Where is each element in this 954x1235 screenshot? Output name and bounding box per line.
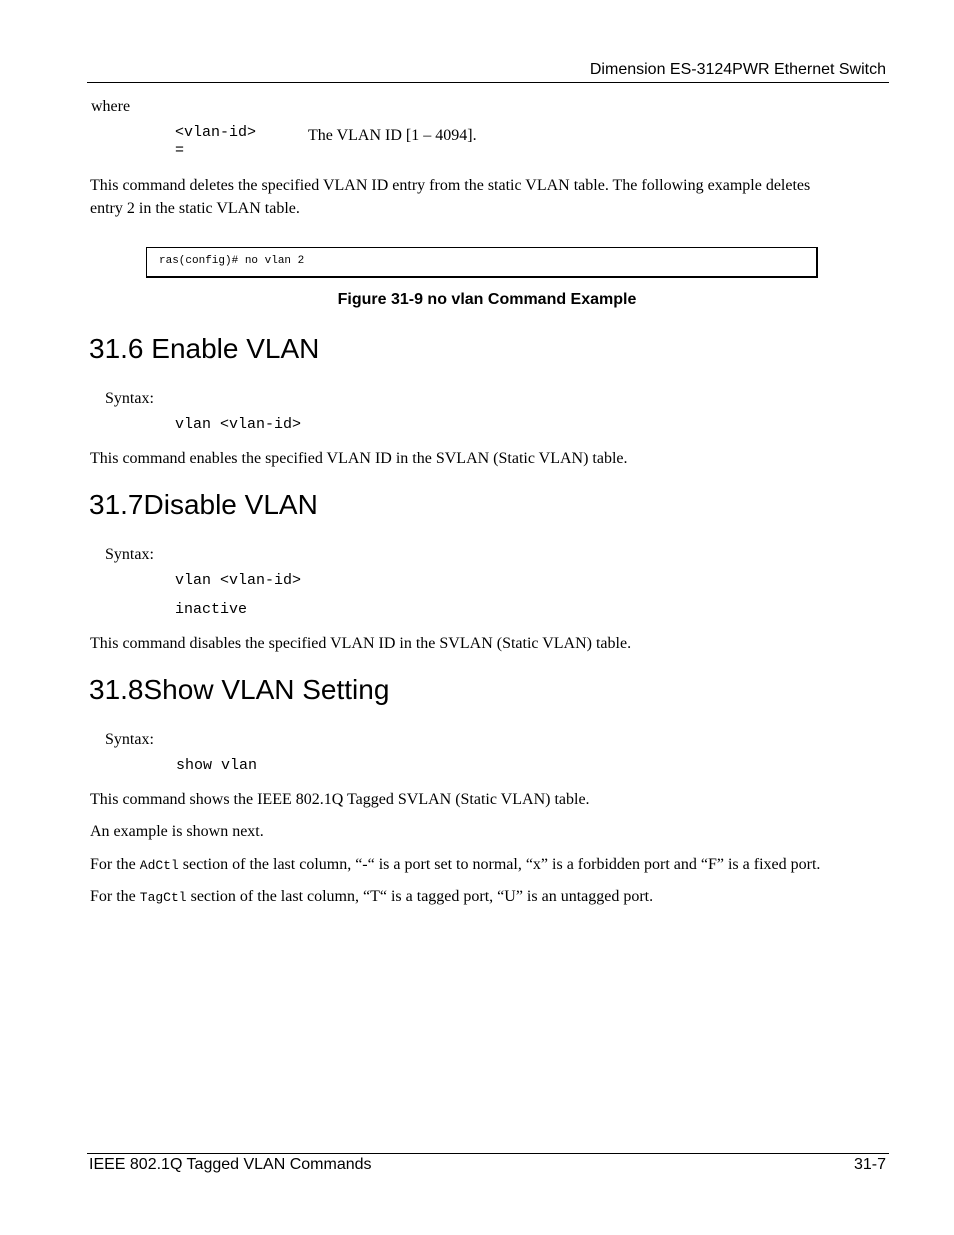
syntax-code-line: show vlan (176, 757, 258, 774)
tagctl-code: TagCtl (139, 890, 187, 905)
section-heading-disable-vlan: 31.7Disable VLAN (89, 489, 318, 520)
running-header: Dimension ES-3124PWR Ethernet Switch (589, 61, 886, 78)
footer-rule (87, 1153, 889, 1154)
tagctl-note: For the TagCtl section of the last column, “T“ is a tagged port, “U” is an untagged port. (90, 888, 654, 905)
adctl-note: For the AdCtl section of the last column, “-“ is a port set to normal, “x” is a forbidden port and “F” is a fixed port. (90, 856, 821, 873)
intro-paragraph-line2: entry 2 in the static VLAN table. (90, 200, 300, 217)
param-equals: = (175, 142, 185, 159)
example-note: An example is shown next. (90, 823, 264, 840)
syntax-code-line: inactive (175, 601, 248, 618)
footer-chapter-title: IEEE 802.1Q Tagged VLAN Commands (89, 1156, 372, 1173)
section-description: This command disables the specified VLAN ID in the SVLAN (Static VLAN) table. (90, 635, 632, 652)
syntax-code-line: vlan <vlan-id> (175, 572, 302, 589)
footer-page-number: 31-7 (853, 1156, 886, 1173)
intro-paragraph-line1: This command deletes the specified VLAN ID entry from the static VLAN table. The following example deletes (90, 177, 811, 194)
adctl-code: AdCtl (139, 858, 179, 873)
syntax-code-line: vlan <vlan-id> (175, 416, 302, 433)
syntax-label: Syntax: (105, 731, 154, 748)
section-description: This command shows the IEEE 802.1Q Tagged SVLAN (Static VLAN) table. (90, 791, 590, 808)
section-heading-enable-vlan: 31.6 Enable VLAN (89, 333, 320, 364)
code-example-text: ras(config)# no vlan 2 (159, 255, 305, 267)
section-description: This command enables the specified VLAN ID in the SVLAN (Static VLAN) table. (90, 450, 628, 467)
param-name: <vlan-id> (175, 124, 257, 141)
syntax-label: Syntax: (105, 546, 154, 563)
header-rule (87, 82, 889, 83)
code-example-box (146, 247, 818, 278)
section-heading-show-vlan-setting: 31.8Show VLAN Setting (89, 674, 390, 705)
param-description: The VLAN ID [1 – 4094]. (308, 127, 477, 144)
figure-caption: Figure 31-9 no vlan Command Example (337, 291, 637, 308)
syntax-label: Syntax: (105, 390, 154, 407)
where-label: where (91, 98, 131, 115)
